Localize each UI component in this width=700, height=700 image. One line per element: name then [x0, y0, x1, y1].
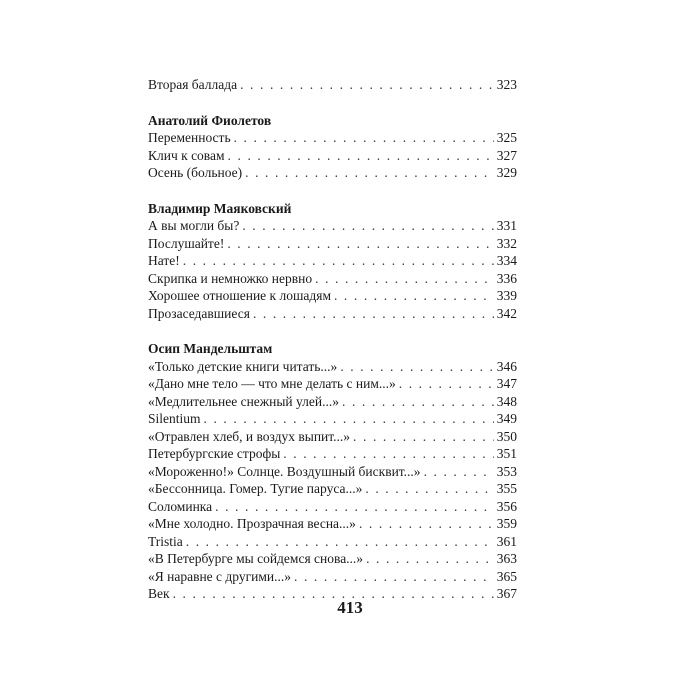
toc-entry [148, 463, 517, 481]
entry-title: «Только детские книги читать...» [148, 358, 338, 374]
entry-title: «Бессонница. Гомер. Тугие паруса...» [148, 481, 363, 496]
toc-entry [148, 550, 517, 568]
entry-title: Прозаседавшиеся [148, 305, 250, 321]
dot-leader [186, 533, 494, 551]
dot-leader [242, 217, 493, 235]
entry-page-number: 327 [496, 147, 517, 163]
entry-page-number: 347 [496, 376, 517, 391]
entry-title: «Медлительнее снежный улей...» [148, 393, 340, 409]
entry-page-number: 331 [496, 218, 517, 233]
entry-page-number: 329 [496, 165, 517, 180]
toc-entry [148, 445, 517, 463]
toc-section [148, 112, 517, 182]
entry-page-number: 361 [496, 533, 517, 549]
entry-title: «Мороженно!» Солнце. Воздушный бисквит...» [148, 463, 421, 479]
entry-title: Хорошее отношение к лошадям [148, 288, 331, 303]
entry-page-number: 355 [496, 481, 517, 496]
toc-entry [148, 358, 517, 376]
toc-entry [148, 498, 517, 516]
dot-leader [334, 287, 494, 305]
entry-page-number: 353 [496, 463, 517, 479]
dot-leader [234, 129, 494, 147]
toc-entry [148, 533, 517, 551]
toc-entry [148, 393, 517, 411]
author-heading: Владимир Маяковский [148, 200, 292, 216]
entry-title: «Дано мне тело — что мне делать с ним...» [148, 376, 396, 391]
entry-title: Переменность [148, 130, 231, 145]
entry-page-number: 325 [496, 130, 517, 145]
toc-entry [148, 568, 517, 586]
entry-page-number: 334 [496, 253, 517, 268]
toc-entry [148, 287, 517, 305]
dot-leader [183, 252, 494, 270]
toc-entry [148, 428, 517, 446]
toc-entry [148, 76, 517, 94]
dot-leader [340, 358, 493, 376]
toc-entry [148, 164, 517, 182]
entry-title: Tristia [148, 533, 183, 549]
entry-page-number: 336 [496, 270, 517, 286]
dot-leader [365, 480, 493, 498]
dot-leader [253, 305, 494, 323]
table-of-contents [148, 76, 517, 621]
toc-section [148, 200, 517, 323]
entry-page-number: 356 [496, 498, 517, 514]
entry-title: Скрипка и немножко нервно [148, 270, 313, 286]
dot-leader [342, 393, 494, 411]
toc-entry [148, 252, 517, 270]
toc-entry [148, 235, 517, 253]
toc-entry [148, 480, 517, 498]
entry-title: Соломинка [148, 498, 213, 514]
dot-leader [399, 375, 494, 393]
entry-title: Век [148, 586, 170, 601]
entry-title: Нате! [148, 253, 180, 268]
entry-page-number: 339 [496, 288, 517, 303]
toc-entry [148, 515, 517, 533]
toc-entry [148, 410, 517, 428]
dot-leader [228, 147, 494, 165]
dot-leader [240, 76, 494, 94]
entry-page-number: 346 [496, 358, 517, 374]
entry-title: Осень (больное) [148, 165, 243, 180]
entry-title: «Я наравне с другими...» [148, 568, 292, 584]
page-number: 413 [337, 598, 363, 617]
entry-page-number: 365 [496, 568, 517, 584]
author-heading: Анатолий Фиолетов [148, 112, 272, 128]
dot-leader [283, 445, 493, 463]
toc-section [148, 340, 517, 603]
entry-title: Вторая баллада [148, 77, 238, 92]
dot-leader [227, 235, 493, 253]
entry-page-number: 349 [496, 411, 517, 426]
dot-leader [294, 568, 494, 586]
toc-entry [148, 129, 517, 147]
dot-leader [245, 164, 494, 182]
author-heading: Осип Мандельштам [148, 341, 273, 356]
entry-page-number: 350 [496, 428, 517, 444]
entry-page-number: 351 [496, 446, 517, 461]
toc-entry [148, 305, 517, 323]
dot-leader [315, 270, 494, 288]
entry-title: «Отравлен хлеб, и воздух выпит...» [148, 428, 351, 444]
entry-page-number: 332 [496, 235, 517, 251]
toc-section [148, 76, 517, 94]
toc-entry [148, 270, 517, 288]
entry-title: «Мне холодно. Прозрачная весна...» [148, 516, 356, 531]
entry-page-number: 363 [496, 551, 517, 566]
dot-leader [353, 428, 494, 446]
entry-page-number: 348 [496, 393, 517, 409]
entry-title: «В Петербурге мы сойдемся снова...» [148, 551, 364, 566]
dot-leader [366, 550, 494, 568]
toc-entry [148, 147, 517, 165]
entry-title: Silentium [148, 411, 201, 426]
entry-page-number: 342 [496, 305, 517, 321]
dot-leader [215, 498, 494, 516]
entry-page-number: 359 [496, 516, 517, 531]
toc-entry [148, 217, 517, 235]
dot-leader [424, 463, 494, 481]
entry-title: Петербургские строфы [148, 446, 281, 461]
entry-title: А вы могли бы? [148, 218, 240, 233]
dot-leader [204, 410, 494, 428]
entry-title: Клич к совам [148, 147, 225, 163]
entry-title: Послушайте! [148, 235, 225, 251]
entry-page-number: 323 [496, 77, 517, 92]
toc-entry [148, 375, 517, 393]
dot-leader [359, 515, 494, 533]
entry-page-number: 367 [496, 586, 517, 601]
